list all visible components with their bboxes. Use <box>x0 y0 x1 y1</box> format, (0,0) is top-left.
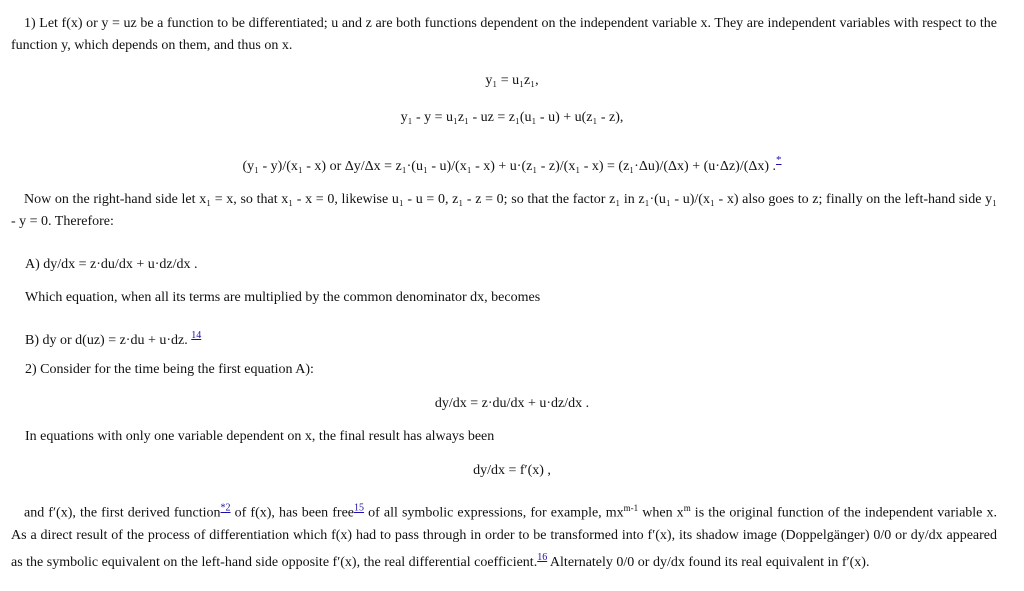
text-in-equations: In equations with only one variable dependent on x, the final result has always been <box>25 429 495 444</box>
equation-a: A) dy/dx = z·du/dx + u·dz/dx . <box>25 257 198 272</box>
equation-3 <box>0 149 1024 178</box>
text-consider: 2) Consider for the time being the first equation A): <box>25 362 314 377</box>
footnote-link-star[interactable]: * <box>776 154 782 166</box>
text-which-equation: Which equation, when all its terms are multiplied by the common denominator dx, becomes <box>25 290 541 305</box>
paragraph-3 <box>11 497 997 574</box>
paragraph-3-text-3: of all symbolic expressions, for example, mx <box>364 505 624 521</box>
equation-b-text: B) dy or d(uz) = z·du + u·dz. <box>25 333 188 348</box>
paragraph-1 <box>11 13 997 57</box>
equation-2: y₁ - y = u₁z₁ - uz = z₁(u₁ - u) + u(z₁ - z), <box>400 110 624 125</box>
paragraph-2-text: Now on the right-hand side let x₁ = x, so that x₁ - x = 0, likewise u₁ - u = 0, z₁ - z = 0; so that the factor z₁ in z₁·(u₁ - u)/(x₁ - x) also goes to z; finally on the left-hand side y₁ - y = 0. Therefore: <box>11 192 997 229</box>
footnote-link-15[interactable]: 15 <box>354 502 365 514</box>
footnote-link-14[interactable]: 14 <box>191 330 202 341</box>
equation-4: dy/dx = z·du/dx + u·dz/dx . <box>434 396 590 411</box>
footnote-link-2[interactable]: *2 <box>220 502 231 514</box>
equation-1: y₁ = u₁z₁, <box>485 73 539 88</box>
paragraph-3-text-5: is the original function of the independent variable x. As a direct result of the process of differentiation which f(x) had to pass through in order to be transformed into f′(x), its shadow image (Doppelgänger) 0/0 or dy/dx appeared as the symbolic equivalent on the left-hand side opposite f′(x), the real differential coefficient. <box>11 505 997 570</box>
exponent-m: m <box>683 503 691 513</box>
paragraph-1-text: 1) Let f(x) or y = uz be a function to be differentiated; u and z are both functions dependent on the independent variable x. They are independent variables with respect to the function y, which depends on them, and thus on x. <box>11 16 997 53</box>
paragraph-3-text-2: of f(x), has been free <box>230 505 355 521</box>
paragraph-2 <box>11 189 997 233</box>
equation-5: dy/dx = f′(x) , <box>473 463 551 478</box>
exponent-m-1: m-1 <box>623 503 639 513</box>
paragraph-3-text-4: when x <box>638 505 684 521</box>
footnote-link-16[interactable]: 16 <box>537 551 548 563</box>
equation-3-text: (y₁ - y)/(x₁ - x) or Δy/Δx = z₁·(u₁ - u)/(x₁ - x) + u·(z₁ - z)/(x₁ - x) = (z₁·Δu)/(Δx) + (u·Δz)/(Δx) . <box>242 159 777 174</box>
paragraph-3-text-6: Alternately 0/0 or dy/dx found its real equivalent in f′(x). <box>547 554 870 570</box>
paragraph-3-text-1: and f′(x), the first derived function <box>24 505 221 521</box>
equation-b <box>25 325 201 352</box>
